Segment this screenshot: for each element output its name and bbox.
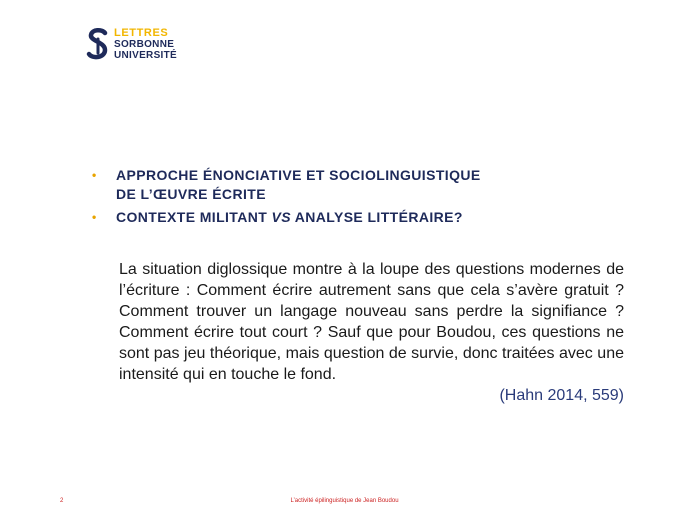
bullet-item-approche <box>116 166 586 204</box>
page-number: 2 <box>60 498 64 504</box>
logo-universite: UNIVERSITÉ <box>114 50 178 61</box>
bullet-1-line-1: APPROCHE ÉNONCIATIVE ET SOCIOLINGUISTIQUE <box>116 167 481 183</box>
bullet-2-vs: VS <box>271 209 291 225</box>
footer-title: L’activité épilinguistique de Jean Boudou <box>290 498 399 504</box>
logo-sorbonne: SORBONNE <box>114 39 175 50</box>
logo-lettres: LETTRES <box>114 27 169 39</box>
bullet-item-contexte <box>116 208 586 227</box>
quote-citation: (Hahn 2014, 559) <box>499 387 624 404</box>
logo-text <box>114 27 177 61</box>
bullet-2-after: ANALYSE LITTÉRAIRE? <box>290 209 463 225</box>
bullet-list <box>116 166 586 231</box>
sorbonne-logo <box>86 27 177 63</box>
quote-block <box>119 259 624 385</box>
sorbonne-s-logo-icon <box>86 27 110 63</box>
bullet-2-before: CONTEXTE MILITANT <box>116 209 272 225</box>
quote-text: La situation diglossique montre à la loupe des questions modernes de l’écriture : Comment écrire autrement sans que cela s’avère gratuit ? Comment trouver un langage nouveau sans perdre la signifiance ? Comment écrire tout court ? Sauf que pour Boudou, ces questions ne sont pas jeu théorique, mais question de survie, donc traitées avec une intensité qui en touche le fond. <box>119 261 624 383</box>
bullet-1-line-2: DE L’ŒUVRE ÉCRITE <box>116 186 266 202</box>
